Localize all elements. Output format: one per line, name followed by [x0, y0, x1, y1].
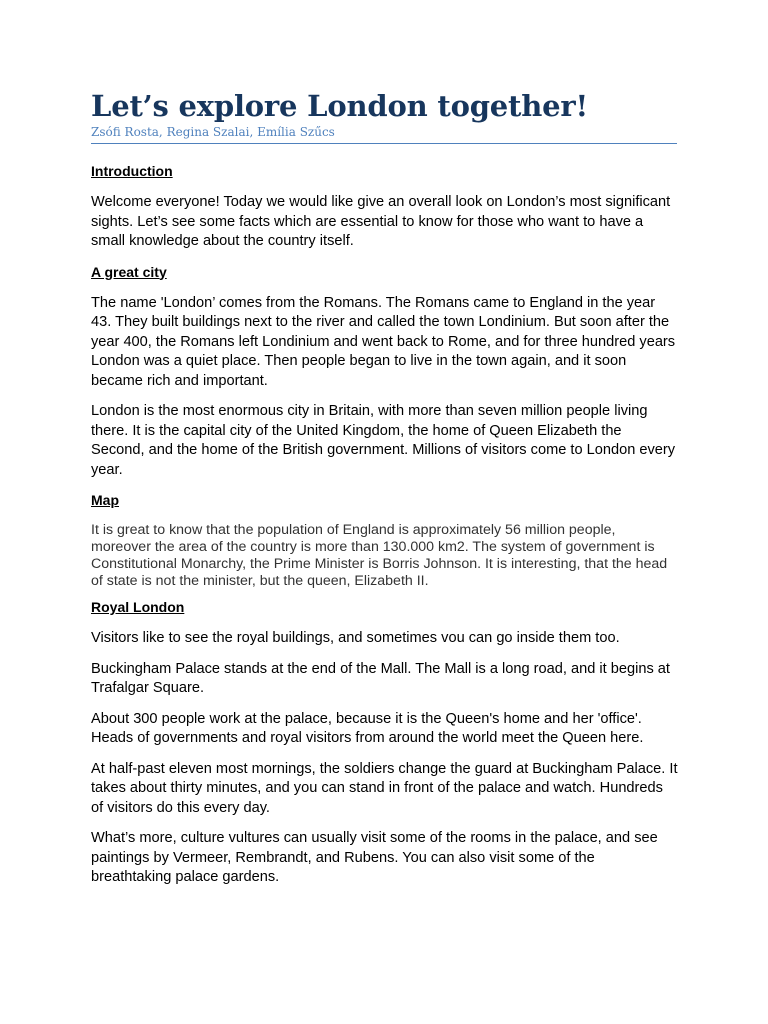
title-divider	[91, 143, 677, 144]
paragraph-royal-london-1: Visitors like to see the royal buildings, and sometimes vou can go inside them too.	[91, 630, 620, 646]
document-page	[91, 88, 679, 888]
paragraph-royal-london-4: At half-past eleven most mornings, the soldiers change the guard at Buckingham Palace. It takes about thirty minutes, and you can stand in front of the palace and watch. Hundreds of visitors do this every day.	[91, 760, 678, 816]
heading-introduction: Introduction	[91, 163, 173, 179]
paragraph-great-city-1: The name 'London’ comes from the Romans. The Romans came to England in the year 43. They built buildings next to the river and called the town Londinium. But soon after the year 400, the Romans left Londinium and went back to Rome, and for three hundred years London was a quiet place. Then people began to live in the town again, and it soon became rich and important.	[91, 294, 676, 389]
paragraph-royal-london-5: What’s more, culture vultures can usually visit some of the rooms in the palace, and see paintings by Vermeer, Rembrandt, and Rubens. You can also visit some of the breathtaking palace gardens.	[91, 830, 658, 885]
heading-map: Map	[91, 492, 119, 508]
paragraph-map: It is great to know that the population of England is approximately 56 million people, moreover the area of the country is more than 130.000 km2. The system of government is Constitutional Monarchy, the Prime Minister is Borris Johnson. It is interesting, that the head of state is not the minister, but the queen, Elizabeth II.	[91, 522, 668, 589]
heading-a-great-city: A great city	[91, 263, 167, 280]
document-authors: Zsófi Rosta, Regina Szalai, Emília Szűcs	[91, 125, 335, 139]
paragraph-royal-london-3: About 300 people work at the palace, because it is the Queen's home and her 'office'. Heads of governments and royal visitors from around the world meet the Queen here.	[91, 710, 644, 746]
paragraph-royal-london-2: Buckingham Palace stands at the end of the Mall. The Mall is a long road, and it begins at Trafalgar Square.	[91, 660, 670, 696]
paragraph-introduction: Welcome everyone! Today we would like give an overall look on London’s most significant sights. Let’s see some facts which are essential to know for those who want to have a small knowledge about the country itself.	[91, 194, 671, 249]
document-title: Let’s explore London together!	[91, 89, 588, 123]
paragraph-great-city-2: London is the most enormous city in Britain, with more than seven million people living there. It is the capital city of the United Kingdom, the home of Queen Elizabeth the Second, and the home of the British government. Millions of visitors come to London every year.	[91, 403, 676, 478]
heading-royal-london: Royal London	[91, 599, 185, 615]
